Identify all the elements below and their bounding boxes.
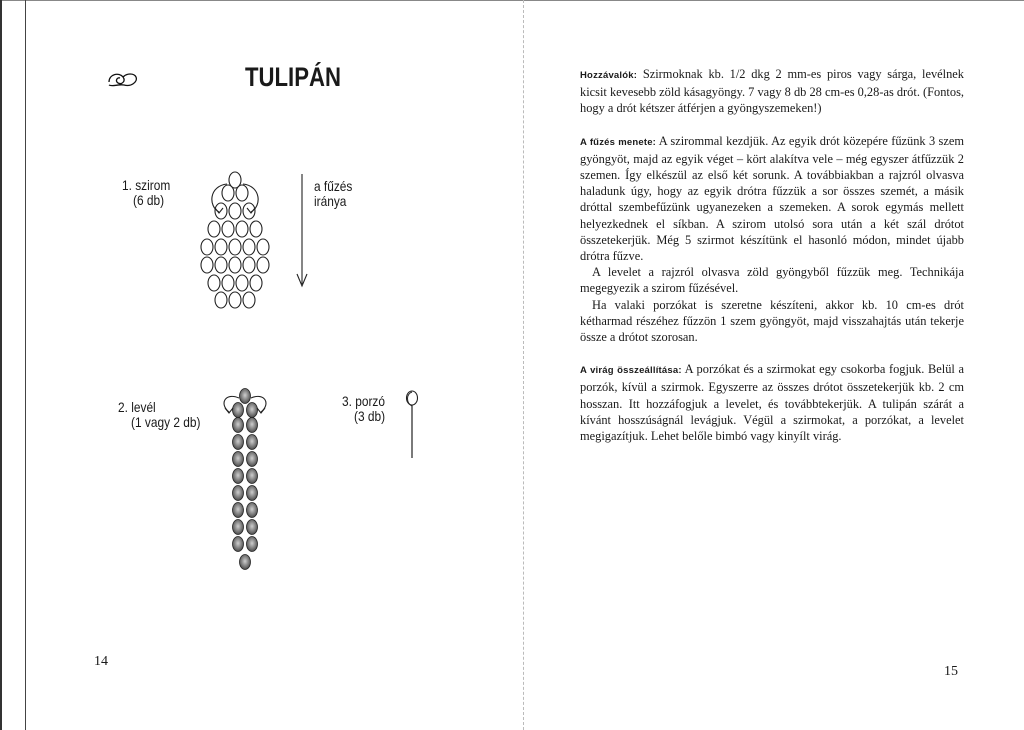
leaf-bead [233, 418, 244, 433]
direction-arrow-icon [294, 172, 310, 290]
petal-bead [222, 185, 234, 201]
assembly-heading: A virág összeállítása: [580, 365, 682, 377]
leaf-bead [247, 452, 258, 467]
petal-bead [222, 221, 234, 237]
petal-bead [229, 203, 241, 219]
page-top-edge [0, 0, 1024, 1]
book-spine [523, 0, 525, 730]
leaf-bead [247, 418, 258, 433]
leaf-bead [247, 520, 258, 535]
page-left-edge [0, 0, 2, 730]
ingredients-body: Szirmoknak kb. 1/2 dkg 2 mm-es piros vagy sárga, levélnek kicsit kevesebb zöld kásagyöngy. 7 vagy 8 db 28 cm-es 0,28-as drót. (Fontos, hogy a drót kétszer átférjen a gyöngyszemeken!) [580, 67, 964, 116]
swirl-ornament-icon [106, 68, 140, 90]
petal-bead [257, 239, 269, 255]
petal-bead [236, 185, 248, 201]
leaf-bead [247, 503, 258, 518]
leaf-bead [233, 403, 244, 418]
stamen-paragraph: Ha valaki porzókat is szeretne készíteni, akkor kb. 10 cm-es drót kétharmad részéhez fűzzön 1 szem gyöngyöt, majd visszahajtás után tekerje össze a drótot szorosan. [580, 297, 964, 345]
leaf-label: 2. levél [118, 399, 156, 415]
leaf-bead [233, 520, 244, 535]
petal-bead [201, 257, 213, 273]
petal-bead [201, 239, 213, 255]
assembly-paragraph [580, 361, 964, 444]
instructions-text [580, 66, 964, 444]
stamen-count: (3 db) [354, 408, 386, 424]
leaf-bead [233, 537, 244, 552]
leaf-bead [240, 389, 251, 404]
petal-bead [229, 292, 241, 308]
right-page-number: 15 [944, 664, 958, 679]
threading-body: A szirommal kezdjük. Az egyik drót közepére fűzünk 3 szem gyöngyöt, majd az egyik véget – kört alakítva vele – még egyszer átfűzzük 2 szemen. Így elkészül az első két sorunk. A továbbiakban a rajzról olvasva haladunk úgy, hogy az egyik drótra fűzzük a sor összes szemét, a másik dróttal szembefűzünk ugyanezeken a szemeken. A sorok egymás mellett helyezkednek el síkban. A szirom utolsó sora után a két szál drótot összetekerjük. Még 5 szirmot készítünk el hasonló módon, mindet újabb drótra fűzve. [580, 133, 965, 264]
petal-label: 1. szirom [122, 177, 171, 193]
leaf-bead [247, 537, 258, 552]
petal-bead [229, 239, 241, 255]
ingredients-paragraph [580, 66, 964, 117]
petal-bead [250, 275, 262, 291]
direction-label-2: iránya [314, 193, 347, 209]
leaf-paragraph: A levelet a rajzról olvasva zöld gyöngyből fűzzük meg. Technikája megegyezik a szirom fűzésével. [580, 265, 964, 296]
petal-bead [243, 239, 255, 255]
leaf-bead [233, 503, 244, 518]
petal-bead [215, 292, 227, 308]
petal-bead [208, 275, 220, 291]
leaf-count: (1 vagy 2 db) [131, 414, 201, 430]
petal-bead [236, 275, 248, 291]
leaf-bead [240, 555, 251, 570]
leaf-bead [233, 452, 244, 467]
binding-margin-line [25, 0, 26, 730]
threading-paragraph [580, 133, 964, 265]
leaf-bead [233, 435, 244, 450]
assembly-body: A porzókat és a szirmokat egy csokorba fogjuk. Belül a porzók, kívül a szirmok. Egyszerre az összes drótot összetekerjük kb. 2 cm hosszan. Itt hozzáfogjuk a levelet, és továbbtekerjük. A tulipán szárát a kívánt hosszúságnál levágjuk. Végül a szirmokat, a porzókat, a levelet megigazítjuk. Lehet belőle bimbó vagy kinyílt virág. [580, 362, 964, 444]
leaf-bead [233, 486, 244, 501]
leaf-bead [247, 403, 258, 418]
petal-bead [208, 221, 220, 237]
leaf-bead [247, 469, 258, 484]
stamen-diagram [402, 388, 422, 460]
petal-bead [229, 257, 241, 273]
petal-bead [243, 257, 255, 273]
petal-bead-diagram [195, 168, 275, 310]
petal-bead [257, 257, 269, 273]
leaf-bead-diagram [215, 386, 275, 582]
petal-bead [243, 292, 255, 308]
direction-label: a fűzés [314, 178, 353, 194]
ingredients-heading: Hozzávalók: [580, 70, 638, 81]
leaf-bead [247, 435, 258, 450]
stamen-label: 3. porzó [342, 393, 386, 409]
left-page-number: 14 [94, 654, 108, 669]
petal-count: (6 db) [133, 192, 165, 208]
petal-bead [222, 275, 234, 291]
petal-bead [250, 221, 262, 237]
petal-bead [236, 221, 248, 237]
leaf-bead [233, 469, 244, 484]
leaf-thread-arrow [225, 408, 265, 413]
threading-heading: A fűzés menete: [580, 136, 657, 148]
petal-bead [215, 239, 227, 255]
leaf-bead [247, 486, 258, 501]
page-title: TULIPÁN [245, 62, 341, 92]
petal-bead [215, 257, 227, 273]
petal-thread-arrow [215, 208, 255, 213]
